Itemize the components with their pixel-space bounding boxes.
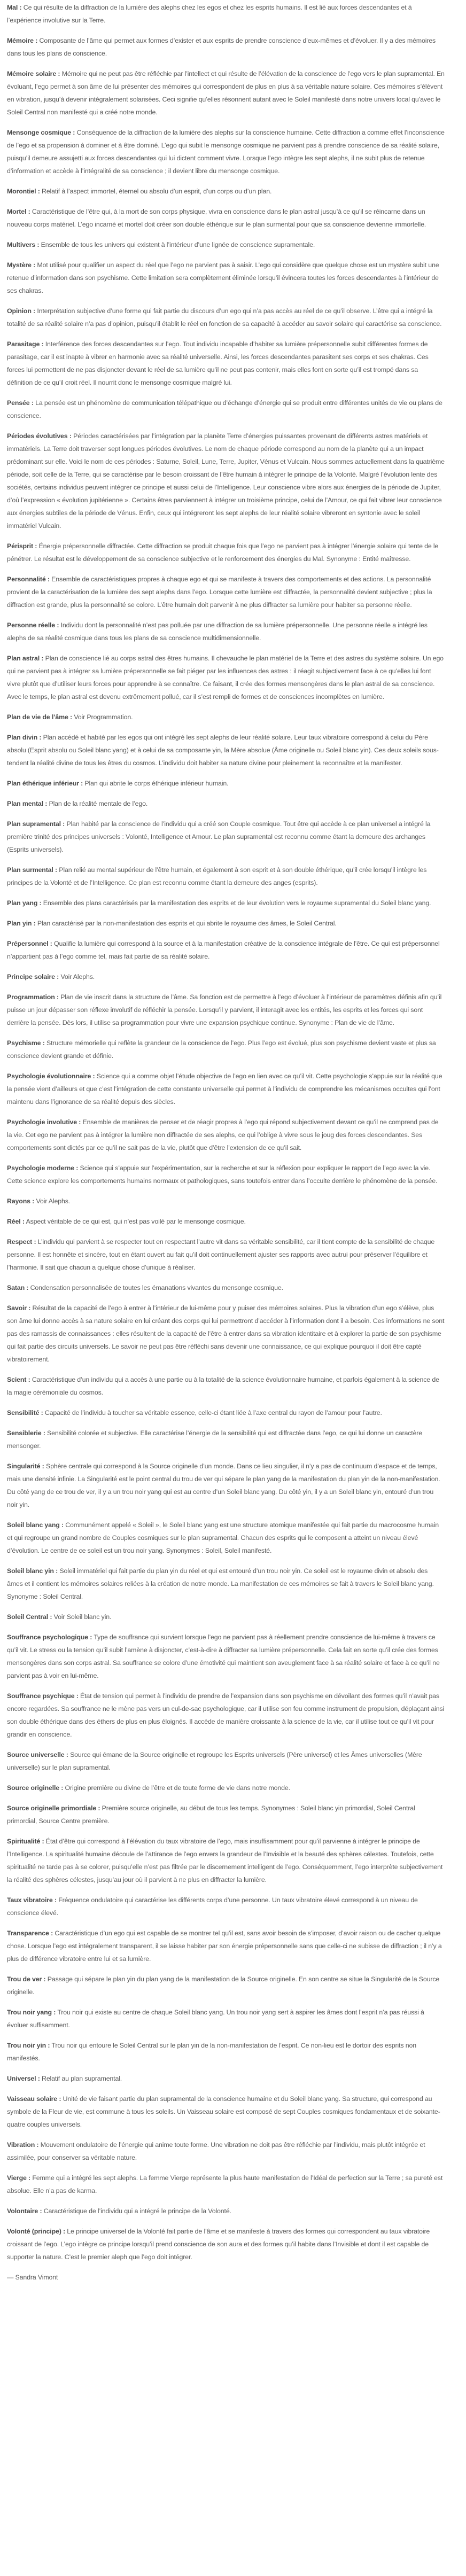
- glossary-definition: Ce qui résulte de la diffraction de la lumière des alephs chez les egos et chez les esprits humains. Il est lié aux forces descendantes et à l’expérience involutive sur la Terre.: [7, 4, 412, 24]
- glossary-entry: [7, 652, 445, 703]
- glossary-definition: Trou noir qui existe au centre de chaque Soleil blanc yang. Un trou noir yang sert à aspirer les âmes dont l’esprit n’a pas réussi à évoluer suffisamment.: [7, 2009, 424, 2029]
- glossary-entry: [7, 2138, 445, 2164]
- glossary-entry: [7, 2006, 445, 2032]
- glossary-term: Source originelle :: [7, 1784, 64, 1792]
- glossary-term: Trou noir yang :: [7, 2009, 56, 2016]
- glossary-definition: Individu dont la personnalité n’est pas polluée par une diffraction de sa lumière prépersonnelle. Une personne réelle a intégré les alephs de sa réalité cosmique dans tous les plans de sa conscience multidimensionnelle.: [7, 621, 428, 642]
- glossary-definition: Passage qui sépare le plan yin du plan yang de la manifestation de la Source originelle. En son centre se situe la Singularité de la Source originelle.: [7, 1975, 440, 1996]
- glossary-definition: Ensemble de manières de penser et de réagir propres à l’ego qui répond subjectivement devant ce qu’il ne comprend pas de la vie. Cet ego ne parvient pas à intégrer la lumière non diffractée de ses alephs, ce qui l’oblige à vivre sous le joug des forces descendantes. Ses comportements sont dictés par ce qu’il ne sait pas de la vie, plutôt que d’être l’extension de ce qu’il sait.: [7, 1118, 439, 1151]
- glossary-entry: [7, 1373, 445, 1399]
- glossary-term: Prépersonnel :: [7, 940, 52, 947]
- glossary-definition: Communément appelé « Soleil », le Soleil blanc yang est une structure atomique manifestée qui fait partie du macrocosme humain et qui regroupe un grand nombre de Couples cosmiques sur le plan supramental. Chacun des esprits qui le composent a atteint un niveau élevé d’évolution. Le centre de ce soleil est un trou noir yang. Synonymes : Soleil, Soleil manifesté.: [7, 1521, 439, 1554]
- glossary-entry: [7, 937, 445, 963]
- glossary-entry: [7, 897, 445, 909]
- glossary-term: Spiritualité :: [7, 1838, 44, 1845]
- glossary-term: Parasitage :: [7, 340, 44, 348]
- glossary-entry: [7, 777, 445, 790]
- glossary-entry: [7, 205, 445, 231]
- glossary-term: Scient :: [7, 1376, 30, 1383]
- glossary-definition: Trou noir qui entoure le Soleil Central sur le plan yin de la non-manifestation de l’esprit. Ce non-lieu est le dortoir des esprits non manifestés.: [7, 2042, 416, 2062]
- glossary-definition: Plan qui abrite le corps éthérique inférieur humain.: [84, 780, 229, 787]
- glossary-term: Mémoire :: [7, 37, 38, 44]
- glossary-term: Soleil blanc yang :: [7, 1521, 64, 1529]
- glossary-term: Multivers :: [7, 241, 40, 248]
- glossary-definition: Qualifie la lumière qui correspond à la source et à la manifestation créative de la conscience intégrale de l’être. Ce qui est prépersonnel n’appartient pas à l’ego comme tel, mais fait partie de sa réalité solaire.: [7, 940, 440, 960]
- glossary-definition: Plan de conscience lié au corps astral des êtres humains. Il chevauche le plan matériel de la Terre et des astres du système solaire. Un ego qui ne parvient pas à intégrer sa lumière prépersonnelle se fait piéger par les influences des astres : il réagit subjectivement face à ce qu’elles lui font vivre plutôt que d’utiliser leurs forces pour apprendre à se connaître. Ce faisant, il crée des formes mensongères dans le plan astral de sa conscience. Avec le temps, le plan astral est devenu extrêmement pollué, car il s’est rempli de formes et de consciences incomplètes en lumière.: [7, 655, 444, 701]
- glossary-definition: Relatif au plan supramental.: [42, 2075, 122, 2082]
- glossary-term: Plan astral :: [7, 655, 44, 662]
- glossary-term: Morontiel :: [7, 188, 40, 195]
- glossary-entry: [7, 1215, 445, 1228]
- glossary-definition: Femme qui a intégré les sept alephs. La femme Vierge représente la plus haute manifestation de l’Idéal de perfection sur la Terre ; sa pureté est absolue. Elle n’a pas de karma.: [7, 2174, 443, 2194]
- glossary-entry: [7, 573, 445, 611]
- glossary-definition: Type de souffrance qui survient lorsque l’ego ne parvient pas à réellement prendre conscience de lui-même à travers ce qu’il vit. Le stress ou la tension qu’il subit l’amène à disjoncter, c’est-à-dire à diffracter sa lumière prépersonnelle. Cela fait en sorte qu’il crée des formes mensongères dans son corps astral. Sa souffrance se colore d’une émotivité qui maintient son aveuglement face à sa réalité solaire et face à ce qu’il ne parvient pas à voir en lui-même.: [7, 1633, 440, 1679]
- glossary-entry: [7, 1894, 445, 1919]
- glossary-definition: Caractéristique de l’individu qui a intégré le principe de la Volonté.: [43, 2207, 231, 2215]
- glossary-entry: [7, 797, 445, 810]
- glossary-term: Source universelle :: [7, 1751, 68, 1758]
- glossary-entry: [7, 34, 445, 60]
- glossary-term: Taux vibratoire :: [7, 1896, 57, 1904]
- glossary-entry: [7, 305, 445, 330]
- glossary-entry: [7, 731, 445, 769]
- glossary-entry: [7, 991, 445, 1029]
- glossary-definition: Fréquence ondulatoire qui caractérise les différents corps d’une personne. Un taux vibratoire élevé correspond à un niveau de conscience élevé.: [7, 1896, 418, 1917]
- author-signature: — Sandra Vimont: [7, 2274, 58, 2281]
- glossary-definition: Périodes caractérisées par l’intégration par la planète Terre d’énergies puissantes provenant de différents astres matériels et immatériels. La Terre doit traverser sept longues périodes évolutives. Le nom de chaque période correspond au nom de la planète qui a un impact prédominant sur elle. Voici le nom de ces périodes : Saturne, Soleil, Lune, Terre, Jupiter, Vénus et Vulcain. Nous sommes actuellement dans la quatrième période, soit celle de la Terre, qui se caractérise par le besoin croissant de l’être humain à intégrer le principe de la Volonté. Malgré l’évolution lente des sociétés, certains individus peuvent intégrer ce principe et aussi celui de l’Intelligence. Leur conscience vibre alors aux énergies de la période de Jupiter, d’où l’expression « évolution jupitérienne ». Certains êtres parviennent à intégrer un troisième principe, celui de l’Amour, ce qui fait vibrer leur conscience aux énergies subtiles de la période de Vénus. Enfin, ceux qui intégreront les sept alephs de leur réalité solaire vibreront en syntonie avec le soleil immatériel Vulcain.: [7, 432, 445, 530]
- glossary-term: Plan mental :: [7, 800, 48, 807]
- glossary-definition: Unité de vie faisant partie du plan supramental de la conscience humaine et du Soleil blanc yang. Sa structure, qui correspond au symbole de la Fleur de vie, est commune à tous les soleils. Un Vaisseau solaire est composé de sept Couples cosmiques fondamentaux et de soixante-quatre couples universels.: [7, 2095, 440, 2128]
- glossary-term: Périodes évolutives :: [7, 432, 72, 440]
- glossary-entry: [7, 2205, 445, 2217]
- glossary-definition: Ensemble de caractéristiques propres à chaque ego et qui se manifeste à travers des comportements et des actions. La personnalité provient de la caractérisation de la lumière des sept alephs dans l’ego. Lorsque cette lumière est diffractée, la personnalité devient subjective ; plus la diffraction est grande, plus la personnalité se colore. L’être humain doit parvenir à ne plus diffracter sa lumière pour habiter sa personne réelle.: [7, 575, 432, 609]
- glossary-term: Souffrance psychologique :: [7, 1633, 92, 1641]
- glossary-entry: [7, 540, 445, 565]
- glossary-entry: [7, 1973, 445, 1998]
- glossary-definition: Voir Programmation.: [74, 713, 133, 721]
- glossary-term: Volonté (principe) :: [7, 2228, 65, 2235]
- glossary-definition: Capacité de l’individu à toucher sa véritable essence, celle-ci étant liée à l’axe central du rayon de l’amour pour l’autre.: [44, 1409, 382, 1417]
- glossary-entry: [7, 1927, 445, 1965]
- glossary-entry: [7, 1302, 445, 1366]
- glossary-entry: [7, 1690, 445, 1741]
- glossary-term: Psychisme :: [7, 1039, 45, 1047]
- glossary-term: Vaisseau solaire :: [7, 2095, 61, 2103]
- glossary-entries: [7, 1, 445, 2263]
- glossary-definition: Soleil immatériel qui fait partie du plan yin du réel et qui est entouré d’un trou noir yin. Ce soleil est le royaume divin et absolu des âmes et il contient les mémoires solaires reliées à la création de notre monde. La manifestation de ces mémoires se fait à travers le Soleil blanc yang. Synonyme : Soleil Central.: [7, 1567, 434, 1600]
- glossary-term: Mensonge cosmique :: [7, 129, 75, 136]
- glossary-entry: [7, 1781, 445, 1794]
- glossary-entry: [7, 2039, 445, 2065]
- glossary-definition: Caractéristique d’un ego qui est capable de se montrer tel qu’il est, sans avoir besoin de s’imposer, d’avoir raison ou de cacher quelque chose. Lorsque l’ego est intégralement transparent, il se laisse habiter par son énergie prépersonnelle sans que celle-ci ne subisse de diffraction ; il n’y a plus de différence vibratoire entre lui et sa lumière.: [7, 1929, 442, 1963]
- glossary-entry: [7, 1281, 445, 1294]
- glossary-definition: Plan caractérisé par la non-manifestation des esprits et qui abrite le royaume des âmes, le Soleil Central.: [37, 920, 337, 927]
- glossary-term: Vibration :: [7, 2141, 39, 2149]
- glossary-entry: [7, 1235, 445, 1274]
- glossary-entry: [7, 1070, 445, 1108]
- glossary-entry: [7, 2225, 445, 2263]
- glossary-term: Singularité :: [7, 1462, 44, 1470]
- glossary-entry: [7, 863, 445, 889]
- glossary-entry: [7, 711, 445, 723]
- glossary-definition: Composante de l’âme qui permet aux formes d’exister et aux esprits de prendre conscience d’eux-mêmes et d’évoluer. Il y a des mémoires dans tous les plans de conscience.: [7, 37, 436, 57]
- glossary-entry: [7, 126, 445, 177]
- glossary-entry: [7, 1565, 445, 1603]
- glossary-entry: [7, 1802, 445, 1827]
- glossary-definition: Science qui a comme objet l’étude objective de l’ego en lien avec ce qu’il vit. Cette psychologie s’appuie sur la réalité que la pensée vient d’ailleurs et que c’est l’intégration de cette constante universelle qui permet à l’individu de comprendre les mécanismes occultes qui l’ont maintenu dans l’ignorance de sa réalité depuis des siècles.: [7, 1072, 442, 1106]
- glossary-definition: Source qui émane de la Source originelle et regroupe les Esprits universels (Père universel) et les Âmes universelles (Mère universelle) sur le plan supramental.: [7, 1751, 422, 1771]
- glossary-entry: [7, 238, 445, 251]
- glossary-entry: [7, 1116, 445, 1154]
- glossary-entry: [7, 2172, 445, 2197]
- glossary-definition: Sphère centrale qui correspond à la Source originelle d’un monde. Dans ce lieu singulier, il n’y a pas de continuum d’espace et de temps, mais une densité infinie. La Singularité est le point central du trou de ver qui sépare le plan yang de la manifestation du plan yin de la non-manifestation. Du côté yang de ce trou de ver, il y a un trou noir yang qui est au centre d’un Soleil blanc yang. Du côté yin, il y a un Soleil blanc yin, entouré d’un trou noir yin.: [7, 1462, 440, 1508]
- glossary-term: Sensibilité :: [7, 1409, 43, 1417]
- glossary-term: Plan supramental :: [7, 820, 65, 828]
- glossary-term: Source originelle primordiale :: [7, 1804, 100, 1812]
- glossary-term: Périsprit :: [7, 542, 37, 550]
- glossary-definition: Plan de vie inscrit dans la structure de l’âme. Sa fonction est de permettre à l’ego d’évoluer à l’intérieur de paramètres définis afin qu’il puisse un jour dépasser son réflexe involutif de réfléchir la pensée. Lorsqu’il y parvient, il interagit avec les entités, les esprits et les forces qui sont derrière la pensée. Dès lors, il utilise sa programmation pour vivre une expansion psychique continue. Synonyme : Plan de vie de l’âme.: [7, 993, 442, 1026]
- glossary-definition: Voir Alephs.: [60, 973, 95, 980]
- glossary-definition: L’individu qui parvient à se respecter tout en respectant l’autre vit dans sa véritable sensibilité, car il tient compte de la sensibilité de chaque personne. Il est honnête et sincère, tout en étant ouvert au fait qu’il doit continuellement ajuster ses rapports avec autrui pour préserver l’équilibre et l’harmonie. Il sait que chacun a quelque chose d’unique à réaliser.: [7, 1238, 435, 1271]
- glossary-term: Mémoire solaire :: [7, 70, 60, 77]
- glossary-entry: [7, 1195, 445, 1208]
- glossary-term: Plan divin :: [7, 734, 42, 741]
- glossary-entry: [7, 1519, 445, 1557]
- glossary-entry: [7, 430, 445, 532]
- glossary-definition: Structure mémorielle qui reflète la grandeur de la conscience de l’ego. Plus l’ego est évolué, plus son psychisme devient vaste et plus sa conscience devient grande et définie.: [7, 1039, 436, 1060]
- glossary-definition: Sensibilité colorée et subjective. Elle caractérise l’énergie de la sensibilité qui est diffractée dans l’ego, ce qui lui donne un caractère mensonger.: [7, 1429, 423, 1450]
- glossary-entry: [7, 338, 445, 389]
- glossary-definition: Plan relié au mental supérieur de l’être humain, et également à son esprit et à son double éthérique, qu’il crée lorsqu’il intègre les principes de la Volonté et de l’Intelligence. Ce plan est reconnu comme étant la demeure des anges (esprits).: [7, 866, 427, 886]
- glossary-entry: [7, 1835, 445, 1886]
- glossary-entry: [7, 2072, 445, 2085]
- glossary-definition: Voir Soleil blanc yin.: [53, 1613, 112, 1621]
- glossary-entry: [7, 1460, 445, 1511]
- glossary-term: Savoir :: [7, 1304, 31, 1312]
- glossary-definition: État de tension qui permet à l’individu de prendre de l’expansion dans son psychisme en dévoilant des formes qu’il n’avait pas encore regardées. Sa souffrance ne le mène pas vers un cul-de-sac psychologique, car il utilise son feu comme instrument de propulsion, déplaçant ainsi son double éthérique dans des éthers de plus en plus éloignés. Il accède de manière croissante à la science de la vie, car il utilise tout ce qu’il vit pour grandir en conscience.: [7, 1692, 445, 1738]
- glossary-entry: [7, 1406, 445, 1419]
- glossary-definition: Voir Alephs.: [36, 1197, 71, 1205]
- glossary-definition: Plan habité par la conscience de l’individu qui a créé son Couple cosmique. Tout être qui accède à ce plan universel a intégré la première trinité des principes universels : Volonté, Intelligence et Amour. Le plan supramental est reconnu comme étant la demeure des archanges (Esprits universels).: [7, 820, 431, 853]
- glossary-term: Trou noir yin :: [7, 2042, 50, 2049]
- glossary-term: Opinion :: [7, 307, 36, 315]
- glossary-term: Psychologie moderne :: [7, 1164, 79, 1172]
- glossary-definition: Ensemble de tous les univers qui existent à l’intérieur d’une lignée de conscience supramentale.: [41, 241, 315, 248]
- glossary-definition: Condensation personnalisée de toutes les émanations vivantes du mensonge cosmique.: [30, 1284, 283, 1291]
- glossary-term: Personne réelle :: [7, 621, 59, 629]
- glossary-definition: Mémoire qui ne peut pas être réfléchie par l’intellect et qui résulte de l’élévation de la conscience de l’ego vers le plan supramental. En évoluant, l’ego permet à son âme de lui présenter des mémoires qui correspondent de plus en plus à sa véritable nature solaire. Ces mémoires s’élèvent en vibration, jusqu’à devenir intégralement solarisées. Ceci signifie qu’elles résonnent autant avec le Soleil manifesté dans notre univers local qu’avec le Soleil Central non manifesté qui a créé notre monde.: [7, 70, 445, 116]
- glossary-term: Réel :: [7, 1218, 25, 1225]
- glossary-entry: [7, 2092, 445, 2131]
- glossary-definition: État d’être qui correspond à l’élévation du taux vibratoire de l’ego, mais insuffisamment pour qu’il parvienne à intégrer le principe de l’Intelligence. La spiritualité humaine découle de l’attirance de l’ego envers la grandeur de l’Invisible et la beauté des sphères célestes. Toutefois, cette spiritualité ne tarde pas à se colorer, puisqu’elle n’est pas filtrée par le discernement intelligent de l’ego. Conséquemment, l’ego interprète subjectivement la réalité des sphères célestes, jusqu’au jour où il parvient à ne plus en diffracter la lumière.: [7, 1838, 443, 1884]
- glossary-definition: Science qui s’appuie sur l’expérimentation, sur la recherche et sur la réflexion pour expliquer le rapport de l’ego avec la vie. Cette science explore les comportements humains normaux et pathologiques, sans toutefois entrer dans l’occulte derrière le phénomène de la pensée.: [7, 1164, 438, 1185]
- glossary-term: Plan de vie de l’âme :: [7, 713, 73, 721]
- glossary-definition: Résultat de la capacité de l’ego à entrer à l’intérieur de lui-même pour y puiser des mémoires solaires. Plus la vibration d’un ego s’élève, plus son âme lui donne accès à sa nature solaire en lui créant des corps qui lui permettront d’accéder à l’information dont il a besoin. Ces informations ne sont pas des ramassis de connaissances : elles résultent de la capacité de l’être à entrer dans sa vibration identitaire et à explorer la partie de son psychisme qui fait partie des circuits universels. Le savoir ne peut pas être réfléchi sans devenir une connaissance, ce qui explique pourquoi il doit être capté vibratoirement.: [7, 1304, 445, 1363]
- glossary-definition: Mouvement ondulatoire de l’énergie qui anime toute forme. Une vibration ne doit pas être réfléchie par l’individu, mais plutôt intégrée et assimilée, pour conserver sa véritable nature.: [7, 2141, 425, 2161]
- glossary-term: Mystère :: [7, 261, 36, 269]
- glossary-definition: Relatif à l’aspect immortel, éternel ou absolu d’un esprit, d’un corps ou d’un plan.: [41, 188, 272, 195]
- glossary-entry: [7, 396, 445, 422]
- glossary-term: Programmation :: [7, 993, 59, 1001]
- glossary-term: Transparence :: [7, 1929, 53, 1937]
- glossary-entry: [7, 1427, 445, 1452]
- glossary-definition: Énergie prépersonnelle diffractée. Cette diffraction se produit chaque fois que l’ego ne parvient pas à intégrer l’énergie solaire qui tente de le pénétrer. Le résultat est le développement de sa conscience subjective et le renforcement des énergies du Mal. Synonyme : Entité maîtresse.: [7, 542, 439, 563]
- glossary-definition: Interférence des forces descendantes sur l’ego. Tout individu incapable d’habiter sa lumière prépersonnelle subit différentes formes de parasitage, car il est inapte à vibrer en harmonie avec sa réalité universelle. Ainsi, les forces descendantes parasitent ses corps et ses chakras. Ces forces lui permettent de ne pas disjoncter devant le réel de sa lumière qu’il ne peut pas contenir, mais elles font en sorte qu’il est trompé dans sa définition de ce qu’il croit réel. Il nourrit donc le mensonge cosmique malgré lui.: [7, 340, 429, 386]
- glossary-definition: Caractéristique de l’être qui, à la mort de son corps physique, vivra en conscience dans le plan astral jusqu’à ce qu’il se réincarne dans un nouveau corps matériel. L’ego incarné et mortel doit créer son double éthérique sur le plan surmental pour que sa conscience devienne immortelle.: [7, 208, 426, 228]
- glossary-entry: [7, 1, 445, 27]
- glossary-entry: [7, 818, 445, 856]
- glossary-definition: Première source originelle, au début de tous les temps. Synonymes : Soleil blanc yin primordial, Soleil Central primordial, Source Centre première.: [7, 1804, 415, 1825]
- glossary-term: Plan surmental :: [7, 866, 57, 874]
- glossary-entry: [7, 970, 445, 983]
- glossary-definition: Caractéristique d’un individu qui a accès à une partie ou à la totalité de la science évolutionnaire humaine, et parfois également à la science de la magie cérémoniale du cosmos.: [7, 1376, 439, 1396]
- glossary-entry: [7, 619, 445, 644]
- glossary-term: Rayons :: [7, 1197, 35, 1205]
- glossary-term: Plan yin :: [7, 920, 36, 927]
- glossary-term: Satan :: [7, 1284, 29, 1291]
- glossary-definition: Le principe universel de la Volonté fait partie de l’âme et se manifeste à travers des formes qui correspondent au taux vibratoire croissant de l’ego. L’ego intègre ce principe lorsqu’il prend conscience de son aura et des formes qu’il habite dans l’Invisible et dont il est capable de supporter la nature. C’est le premier aleph que l’ego doit intégrer.: [7, 2228, 430, 2261]
- glossary-definition: Mot utilisé pour qualifier un aspect du réel que l’ego ne parvient pas à saisir. L’ego qui considère que quelque chose est un mystère subit une retenue d’information dans son psychisme. Cette limitation sera complètement éliminée lorsqu’il évincera toutes les forces descendantes à l’intérieur de ses chakras.: [7, 261, 439, 294]
- glossary-entry: [7, 1037, 445, 1062]
- glossary-entry: [7, 67, 445, 119]
- glossary-entry: [7, 1748, 445, 1774]
- glossary-term: Pensée :: [7, 399, 34, 407]
- glossary-term: Volontaire :: [7, 2207, 42, 2215]
- glossary-term: Principe solaire :: [7, 973, 59, 980]
- glossary-definition: Conséquence de la diffraction de la lumière des alephs sur la conscience humaine. Cette diffraction a comme effet l’inconscience de l’ego et sa propension à dominer et à être dominé. L’ego qui subit le mensonge cosmique ne parvient pas à prendre conscience de sa réalité solaire, puisqu’il demeure assujetti aux forces descendantes qui lui dictent comment vivre. Lorsque l’ego intègre les sept alephs, il ne subit plus de retenue d’information et accède à l’intégralité de sa conscience ; il devient libre du mensonge cosmique.: [7, 129, 445, 175]
- glossary-term: Personnalité :: [7, 575, 50, 583]
- glossary-term: Sensiblerie :: [7, 1429, 45, 1437]
- glossary-entry: [7, 185, 445, 198]
- glossary-term: Universel :: [7, 2075, 40, 2082]
- glossary-term: Trou de ver :: [7, 1975, 46, 1983]
- glossary-term: Psychologie involutive :: [7, 1118, 81, 1126]
- glossary-definition: Plan accédé et habité par les egos qui ont intégré les sept alephs de leur réalité solaire. Leur taux vibratoire correspond à celui du Père absolu (Esprit absolu ou Soleil blanc yang) et à celui de sa composante yin, la Mère absolue (Âme originelle ou Soleil blanc yin). Ces deux soleils sous-tendent la réalité divine de tous les êtres du cosmos. L’individu doit habiter sa nature divine pour pleinement la reconnaître et la manifester.: [7, 734, 439, 767]
- glossary-entry: [7, 917, 445, 930]
- glossary-term: Soleil Central :: [7, 1613, 52, 1621]
- glossary-definition: Plan de la réalité mentale de l’ego.: [49, 800, 148, 807]
- glossary-definition: La pensée est un phénomène de communication télépathique ou d’échange d’énergie qui se produit entre différentes unités de vie ou plans de conscience.: [7, 399, 442, 419]
- glossary-term: Psychologie évolutionnaire :: [7, 1072, 95, 1080]
- glossary-definition: Interprétation subjective d’une forme qui fait partie du discours d’un ego qui n’a pas accès au réel de ce qu’il observe. L’être qui a intégré la totalité de sa réalité solaire n’a pas d’opinion, puisqu’il établit le réel en fonction de sa capacité à accéder au savoir solaire qui caractérise sa conscience.: [7, 307, 442, 328]
- glossary-entry: [7, 1610, 445, 1623]
- glossary-term: Souffrance psychique :: [7, 1692, 79, 1700]
- glossary-entry: [7, 1631, 445, 1682]
- glossary-definition: Aspect véritable de ce qui est, qui n’est pas voilé par le mensonge cosmique.: [26, 1218, 246, 1225]
- glossary-term: Vierge :: [7, 2174, 31, 2182]
- glossary-entry: [7, 259, 445, 297]
- glossary-term: Plan éthérique inférieur :: [7, 780, 83, 787]
- glossary-entry: [7, 1162, 445, 1187]
- glossary-term: Mal :: [7, 4, 22, 11]
- glossary-definition: Ensemble des plans caractérisés par la manifestation des esprits et de leur évolution vers le royaume supramental du Soleil blanc yang.: [43, 899, 431, 907]
- glossary-term: Plan yang :: [7, 899, 42, 907]
- glossary-term: Mortel :: [7, 208, 30, 215]
- glossary-term: Soleil blanc yin :: [7, 1567, 58, 1575]
- glossary-term: Respect :: [7, 1238, 36, 1246]
- glossary-definition: Origine première ou divine de l’être et de toute forme de vie dans notre monde.: [65, 1784, 290, 1792]
